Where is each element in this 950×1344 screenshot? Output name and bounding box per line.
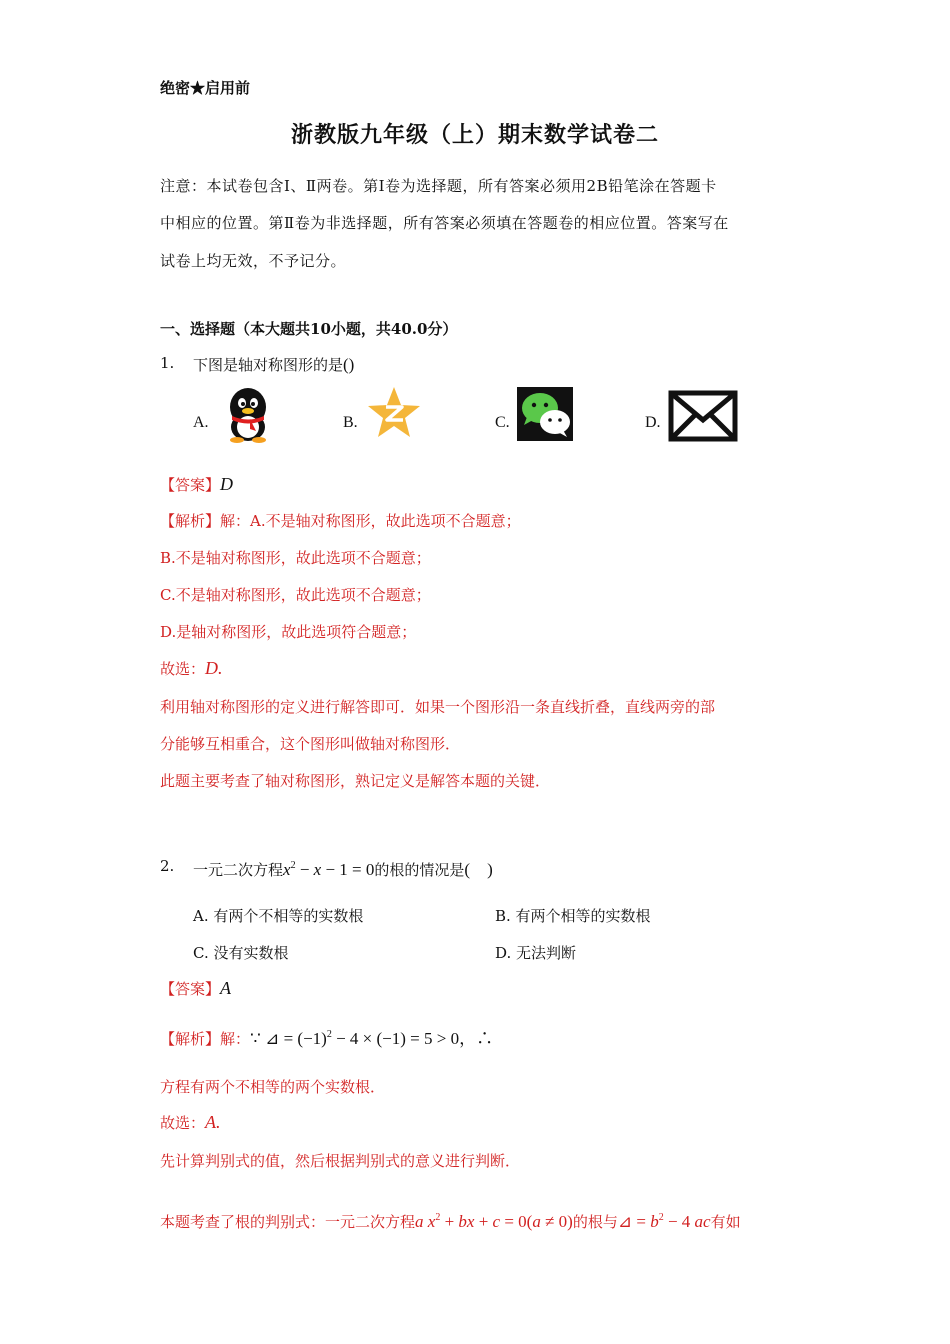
q2-answer-value: A (220, 978, 232, 998)
q2-stem-suffix: 的根的情况是 (374, 861, 465, 879)
q2-choose (160, 1112, 221, 1133)
q1-answer-tag: 【答案】 (160, 476, 221, 494)
q2-stem-prefix: 一元二次方程 (193, 861, 284, 879)
q2-method-line: 先计算判别式的值，然后根据判别式的意义进行判断． (160, 1152, 521, 1170)
q1-stem-text: 下图是轴对称图形的是 (193, 356, 344, 374)
q2-summary-suffix: 有如 (710, 1213, 741, 1231)
star-z-icon (366, 385, 422, 441)
q1-explain-1: 利用轴对称图形的定义进行解答即可．如果一个图形沿一条直线折叠，直线两旁的部 (160, 698, 716, 716)
q2-choose-prefix: 故选： (160, 1114, 206, 1132)
q1-answer-value: D (220, 474, 234, 494)
notice-line-2: 中相应的位置。第Ⅱ卷为非选择题，所有答案必须填在答题卷的相应位置。答案写在 (160, 214, 729, 232)
chat-bubbles-icon (517, 387, 573, 441)
notice-line-1: 注意：本试卷包含Ⅰ、Ⅱ两卷。第Ⅰ卷为选择题，所有答案必须用2B铅笔涂在答题卡 (160, 177, 717, 195)
q2-number: 2. (160, 857, 175, 875)
q1-explain-2: 分能够互相重合，这个图形叫做轴对称图形． (160, 735, 461, 753)
q2-analysis (160, 1024, 493, 1049)
q2-general-equation: a $x^2$ + bx + c = 0(a ≠ 0) (415, 1212, 573, 1231)
q1-paren: () (343, 355, 355, 374)
q1-explain-3: 此题主要考查了轴对称图形，熟记定义是解答本题的关键． (160, 772, 551, 790)
q1-stem (193, 354, 354, 375)
q2-discriminant-formula: ∵ ⊿ = $(-1)^2 - 4 \times (-1) = 5 > 0$，∴ (250, 1029, 494, 1048)
q2-option-c: C. 没有实数根 (193, 944, 289, 962)
q1-option-d-label: D. (645, 414, 661, 431)
notice-line-3: 试卷上均无效，不予记分。 (160, 252, 347, 270)
q1-option-b-label: B. (343, 414, 358, 431)
q2-analysis-prefix: 解： (220, 1030, 251, 1048)
q1-analysis-line-3: C.不是轴对称图形，故此选项不合题意； (160, 586, 431, 604)
q2-option-b: B. 有两个相等的实数根 (495, 907, 651, 925)
q1-choose-prefix: 故选： (160, 660, 206, 678)
q2-option-a: A. 有两个不相等的实数根 (193, 907, 364, 925)
q2-paren: ( ) (464, 860, 493, 879)
q2-answer (160, 978, 231, 999)
q1-choose-value: D. (205, 658, 223, 678)
secret-label: 绝密★启用前 (160, 79, 251, 97)
q2-summary-mid: 的根与 (572, 1213, 618, 1231)
q1-analysis-text-1: 解：A.不是轴对称图形，故此选项不合题意； (220, 512, 521, 530)
q1-analysis-line-1 (160, 510, 521, 531)
q1-analysis-line-2: B.不是轴对称图形，故此选项不合题意； (160, 549, 431, 567)
q2-result-line: 方程有两个不相等的两个实数根． (160, 1078, 386, 1096)
q1-number: 1. (160, 354, 175, 372)
q2-summary-line (160, 1211, 741, 1232)
envelope-icon (668, 390, 738, 442)
q1-option-a-label: A. (193, 414, 209, 431)
q1-analysis-line-4: D.是轴对称图形，故此选项符合题意； (160, 623, 417, 641)
page-title: 浙教版九年级（上）期末数学试卷二 (290, 122, 659, 148)
q2-choose-value: A. (205, 1112, 221, 1132)
q1-choose (160, 658, 223, 679)
q2-equation: $x^2 - x - 1 = 0$ (283, 860, 375, 879)
q2-summary-prefix: 本题考查了根的判别式：一元二次方程 (160, 1213, 416, 1231)
q2-answer-tag: 【答案】 (160, 980, 221, 998)
q2-discriminant-def: ⊿ = $b^2 - 4$ ac (617, 1212, 711, 1231)
section-heading: 一、选择题（本大题共10小题，共40.0分） (160, 320, 458, 338)
q2-analysis-tag: 【解析】 (160, 1030, 221, 1048)
penguin-icon (220, 385, 276, 443)
q1-analysis-tag: 【解析】 (160, 512, 221, 530)
q1-answer (160, 474, 233, 495)
q1-option-c-label: C. (495, 414, 510, 431)
q2-stem (193, 855, 493, 880)
q2-option-d: D. 无法判断 (495, 944, 577, 962)
